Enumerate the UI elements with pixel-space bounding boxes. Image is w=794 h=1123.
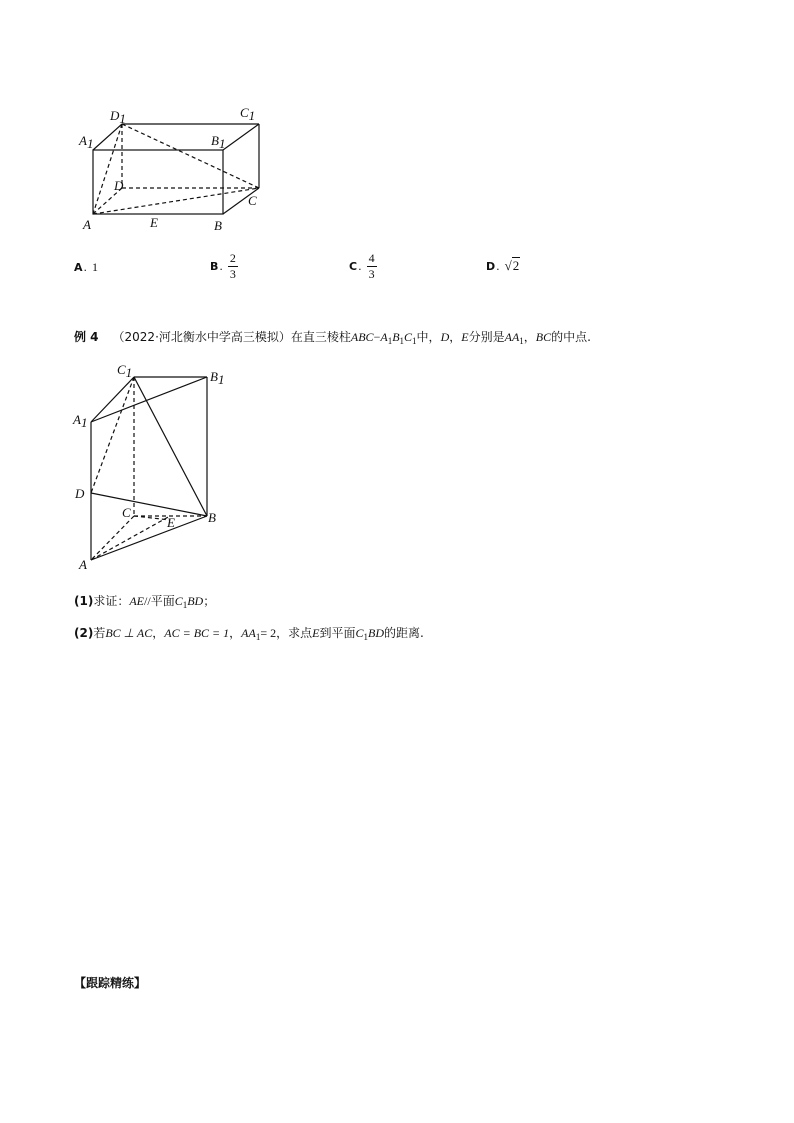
- label-a1: A1: [79, 133, 94, 151]
- part-2: (2) 若 BC ⊥ AC ， AC = BC = 1 ， $AA_1$ = 2 ，求点 E 到平面 $C_1BD$ 的距离.: [74, 626, 424, 642]
- choice-c: C . $\frac{4}{3}$: [349, 251, 375, 281]
- choice-d: D . √2: [486, 258, 520, 273]
- prism-figure: [70, 360, 240, 575]
- example-4-statement: 例 4 （2022·河北衡水中学高三模拟）在直三棱柱 ABC − $A_1B_1C_1$ 中， D ， E 分别是 $AA_1$ ， BC 的中点.: [74, 330, 591, 346]
- label-c: C: [122, 505, 131, 520]
- label-e: E: [167, 515, 175, 530]
- label-d1: D1: [110, 108, 126, 126]
- example-label: 例 4: [74, 330, 99, 344]
- followup-heading: 【跟踪精练】: [74, 976, 147, 990]
- label-c: C: [248, 193, 257, 208]
- label-b: B: [208, 510, 216, 525]
- choice-b: B . $\frac{2}{3}$: [210, 251, 236, 281]
- label-b1: B1: [211, 133, 226, 151]
- label-c1: C1: [240, 105, 256, 123]
- label-c1: C1: [117, 362, 133, 380]
- part-1: (1) 求证： AE // 平面 $C_1BD$ ；: [74, 594, 216, 610]
- label-a: A: [79, 557, 87, 572]
- label-b1: B1: [210, 369, 225, 387]
- label-a: A: [83, 217, 91, 232]
- box-figure: [70, 100, 270, 235]
- label-d: D: [75, 486, 85, 501]
- label-e: E: [150, 215, 158, 230]
- answer-choices: [74, 252, 774, 286]
- choice-a: A . 1: [74, 260, 99, 274]
- label-d: D: [114, 178, 124, 193]
- label-a1: A1: [73, 412, 88, 430]
- label-b: B: [214, 218, 222, 233]
